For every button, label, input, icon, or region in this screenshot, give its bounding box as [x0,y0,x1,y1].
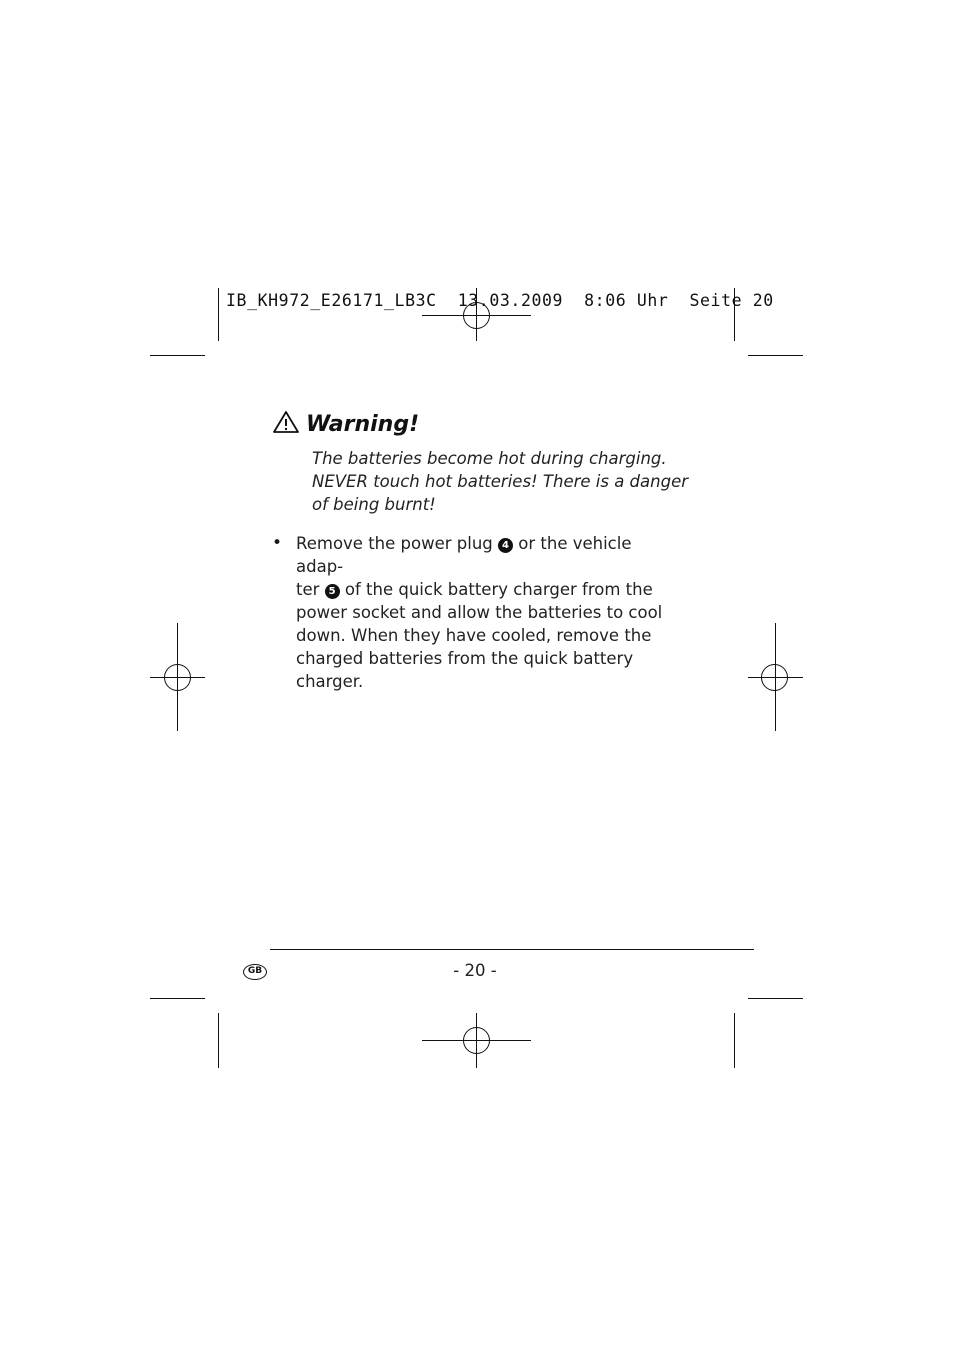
crop-mark-bottom-left-horizontal [150,998,205,999]
warning-line: The batteries become hot during charging. [312,449,667,468]
warning-triangle-icon [272,410,300,438]
instruction-line: ter 5 of the quick battery charger from the [296,580,653,599]
part-reference-badge: 5 [325,584,340,599]
instruction-text [296,532,676,693]
crop-mark-top-right-horizontal [748,355,803,356]
warning-text [312,447,692,516]
crop-mark-bottom-right-vertical [734,1013,735,1068]
page-number: - 20 - [453,961,497,980]
registration-mark-bottom-circle [463,1027,490,1054]
country-badge: GB [243,964,267,980]
registration-mark-right-circle [761,664,788,691]
crop-mark-top-left-horizontal [150,355,205,356]
warning-line: NEVER touch hot batteries! There is a danger [312,472,689,491]
print-slug: IB_KH972_E26171_LB3C 13.03.2009 8:06 Uhr Seite 20 [226,291,774,310]
instruction-line: down. When they have cooled, remove the [296,626,652,645]
crop-mark-bottom-right-horizontal [748,998,803,999]
warning-heading [272,410,419,438]
crop-mark-bottom-left-vertical [218,1013,219,1068]
part-reference-badge: 4 [498,538,513,553]
instruction-line: Remove the power plug 4 or the vehicle adap- [296,534,632,576]
warning-title: Warning! [306,411,420,437]
crop-mark-top-left-vertical [218,288,219,341]
instruction-line: charged batteries from the quick battery [296,649,634,668]
registration-mark-left-circle [164,664,191,691]
instruction-line: power socket and allow the batteries to cool [296,603,663,622]
instruction-line: charger. [296,672,364,691]
warning-line: of being burnt! [312,495,436,514]
bullet-point: • [272,533,283,553]
footer-rule [270,949,754,950]
